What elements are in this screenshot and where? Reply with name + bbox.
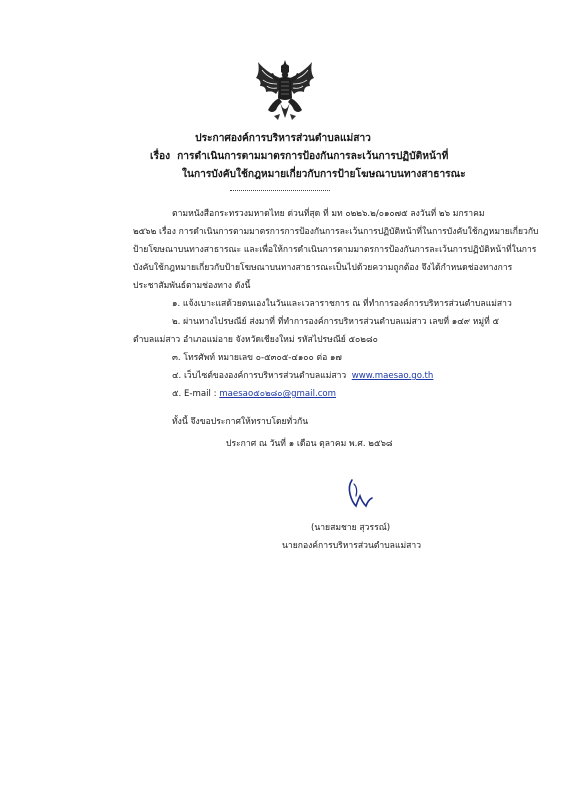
para1-line2: ๒๕๖๒ เรื่อง การดำเนินการตามมาตรการการป้องกันการละเว้นการปฏิบัติหน้าที่ในการบังคับใช้กฎหมายเกี่ยวกับ	[133, 227, 539, 237]
closing-text: ทั้งนี้ จึงขอประกาศให้ทราบโดยทั่วกัน	[172, 417, 309, 427]
email-label: ๕. E-mail :	[172, 389, 217, 399]
garuda-emblem-icon	[254, 58, 316, 124]
org-title: ประกาศองค์การบริหารส่วนตำบลแม่สาว	[195, 133, 371, 144]
website-label: ๔. เว็บไซต์ขององค์การบริหารส่วนตำบลแม่สาว	[172, 371, 347, 381]
subject-label: เรื่อง	[150, 151, 171, 162]
signatory-name: (นายสมชาย สุวรรณ์)	[311, 523, 391, 533]
para1-line3: ป้ายโฆษณาบนทางสาธารณะ และเพื่อให้การดำเนินการตามมาตรการป้องกันการละเว้นการปฏิบัติหน้าที่ในการ	[133, 245, 537, 255]
website-link[interactable]: www.maesao.go.th	[351, 371, 434, 381]
channel-item-2-line2: ตำบลแม่สาว อำเภอแม่อาย จังหวัดเชียงใหม่ รหัสไปรษณีย์ ๕๐๒๘๐	[133, 335, 378, 345]
para1-line4: บังคับใช้กฎหมายเกี่ยวกับป้ายโฆษณาบนทางสาธารณะเป็นไปด้วยความถูกต้อง จึงได้กำหนดช่องทางการ	[133, 263, 513, 273]
para1-line5: ประชาสัมพันธ์ตามช่องทาง ดังนี้	[133, 281, 251, 291]
title-separator	[230, 190, 330, 191]
channel-item-5	[172, 388, 336, 400]
channel-item-2-line1: ๒. ผ่านทางไปรษณีย์ ส่งมาที่ ที่ทำการองค์การบริหารส่วนตำบลแม่สาว เลขที่ ๑๔๙ หมู่ที่ ๕	[172, 317, 499, 327]
subject-text-1: การดำเนินการตามมาตรการป้องกันการละเว้นการปฏิบัติหน้าที่	[177, 151, 449, 162]
email-link[interactable]: maesao๕๐๒๘๐@gmail.com	[219, 389, 337, 399]
channel-item-4	[172, 370, 433, 382]
subject-line-1	[150, 150, 448, 164]
date-line: ประกาศ ณ วันที่ ๑ เดือน ตุลาคม พ.ศ. ๒๕๖๘	[226, 439, 393, 449]
signatory-position: นายกองค์การบริหารส่วนตำบลแม่สาว	[282, 541, 422, 551]
channel-item-3: ๓. โทรศัพท์ หมายเลข ๐-๕๓๐๕-๔๑๐๐ ต่อ ๑๗	[172, 353, 342, 363]
para1-line1: ตามหนังสือกระทรวงมหาดไทย ด่วนที่สุด ที่ มท ๐๒๒๖.๒/๐๑๐๗๕ ลงวันที่ ๒๖ มกราคม	[172, 209, 485, 219]
channel-item-1: ๑. แจ้งเบาะแสด้วยตนเองในวันและเวลาราชการ ณ ที่ทำการองค์การบริหารส่วนตำบลแม่สาว	[172, 299, 512, 309]
signature-mark	[338, 476, 378, 512]
subject-line-2: ในการบังคับใช้กฎหมายเกี่ยวกับการป้ายโฆษณาบนทางสาธารณะ	[182, 169, 466, 180]
